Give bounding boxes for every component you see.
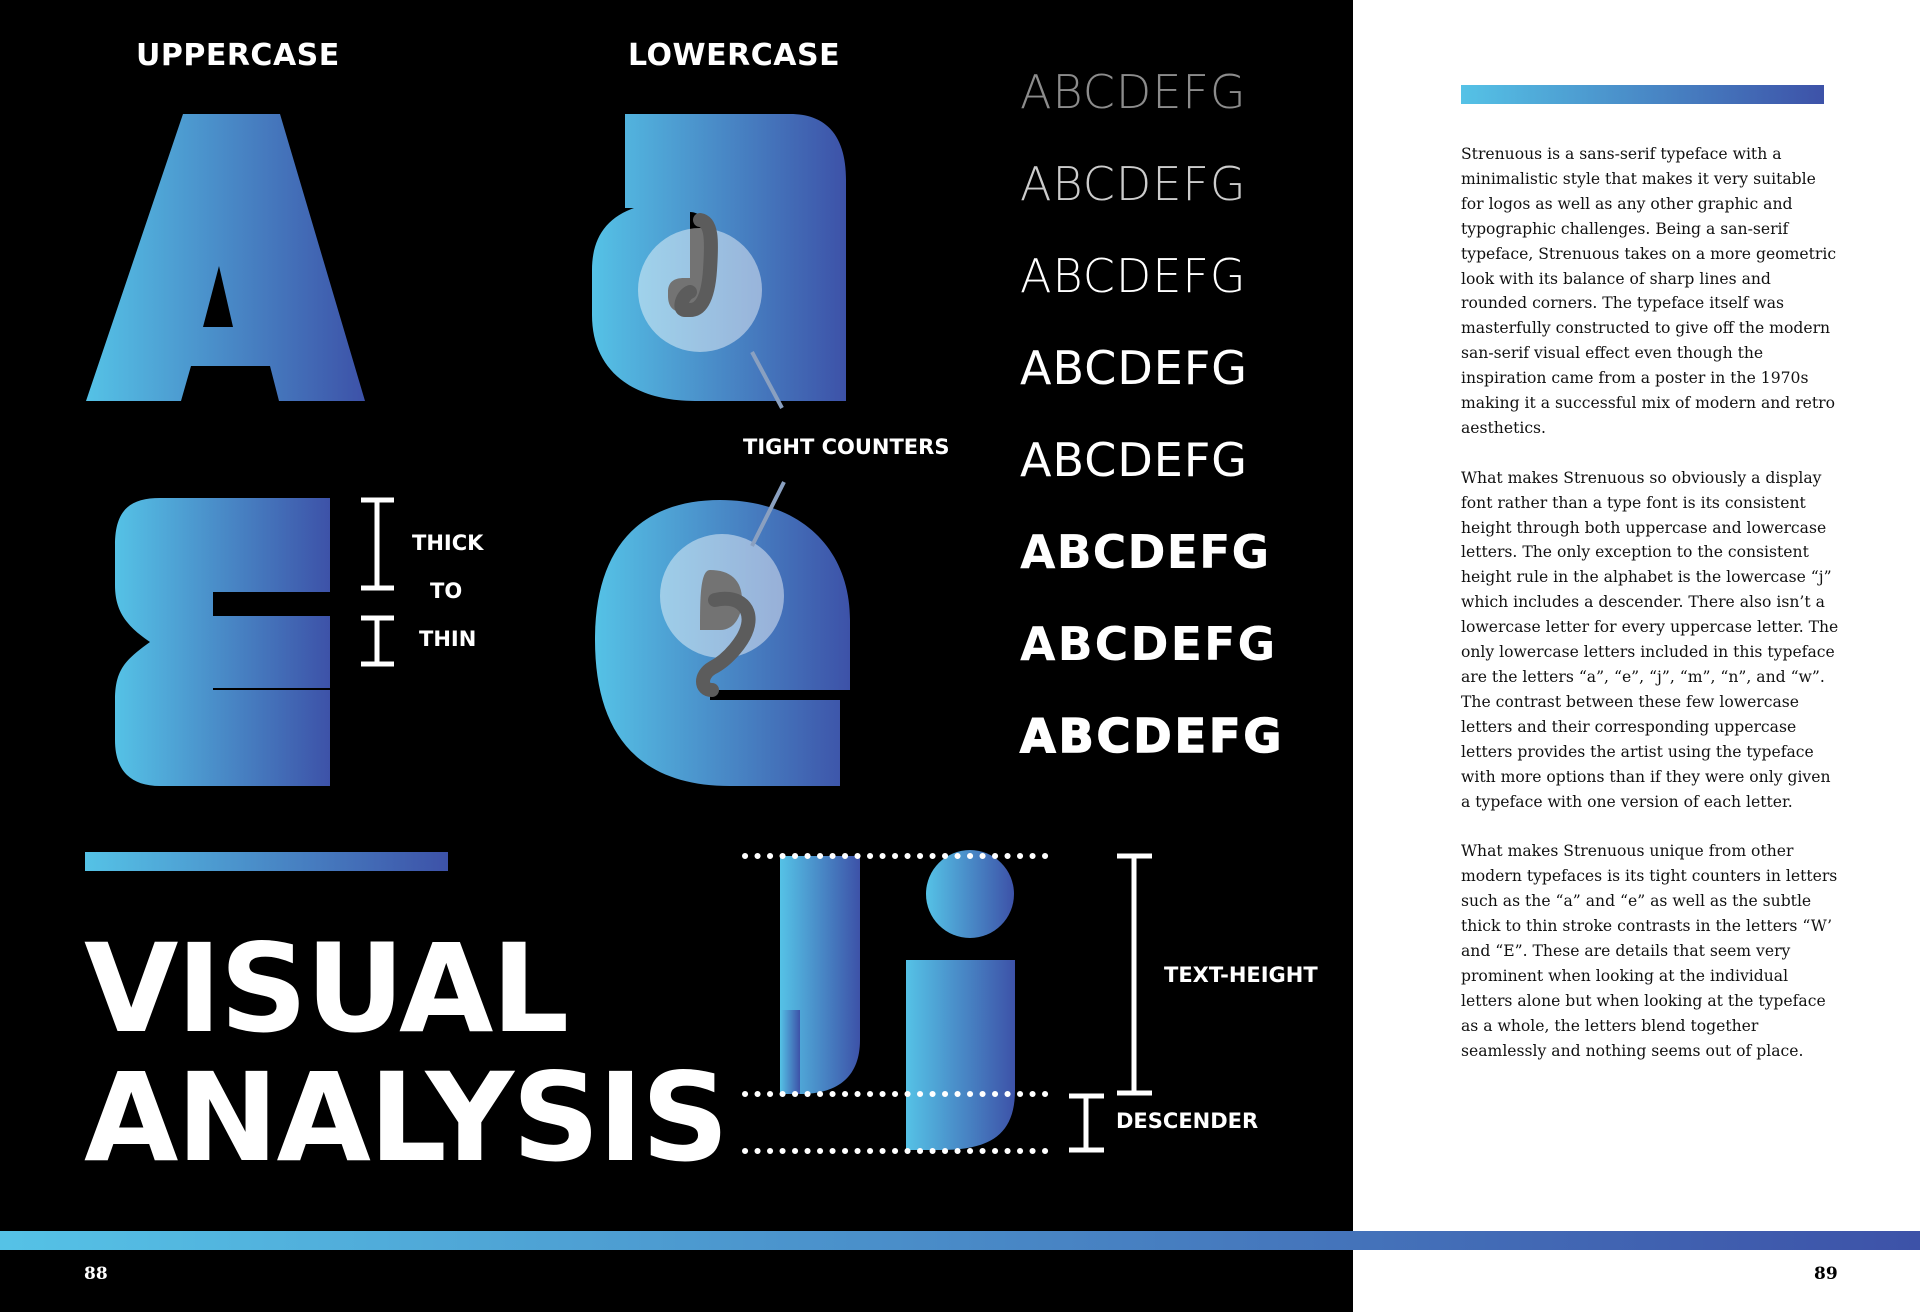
weight-samples [1020,64,1285,800]
weight-sample: ABCDEFG [1020,525,1271,579]
title-visual: VISUAL [84,918,568,1060]
weight-sample: ABCDEFG [1020,433,1248,487]
lowercase-heading: LOWERCASE [628,38,841,73]
glyph-lowercase-a [592,114,846,408]
glyph-j-pair [780,850,1015,1150]
glyph-uppercase-e [115,498,330,786]
weight-sample: ABCDEFG [1020,341,1248,395]
tight-counters-label: TIGHT COUNTERS [743,435,950,459]
paragraph: What makes Strenuous so obviously a display font rather than a type font is its consistent height through both uppercase and lowercase letters. The only exception to the consistent height rule in the alphabet is the lowercase “j” which includes a descender. There also isn’t a lowercase letter for every uppercase letter. The only lowercase letters included in this typeface are the letters “a”, “e”, “j”, “m”, “n”, and “w”. The contrast between these few lowercase letters and their corresponding uppercase letters provides the artist using the typeface with more options than if they were only given a typeface with one version of each letter. [1461,468,1839,811]
paragraph: What makes Strenuous unique from other modern typefaces is its tight counters in letters such as the “a” and “e” as well as the subtle thick to thin stroke contrasts in the letters “W’ and “E”. These are details that seem very prominent when looking at the individual letters alone but when looking at the typeface as a whole, the letters blend together seamlessly and nothing seems out of place. [1461,842,1838,1060]
paragraph: Strenuous is a sans-serif typeface with a minimalistic style that makes it very suitable for logos as well as any other graphic and typographic challenges. Being a san-serif typeface, Strenuous takes on a more geometric look with its balance of sharp lines and rounded corners. The typeface itself was masterfully constructed to give off the modern san-serif visual effect even though the inspiration came from a poster in the 1970s making it a successful mix of modern and retro aesthetics. [1461,145,1837,437]
stroke-contrast-brackets [361,500,394,664]
text-height-label: TEXT-HEIGHT [1164,963,1318,987]
weight-sample: ABCDEFG [1020,709,1285,763]
weight-sample: ABCDEFG [1020,617,1278,671]
height-brackets [1069,856,1152,1150]
thick-label: THICK [412,531,484,555]
bottom-accent-bar [0,1231,1920,1250]
right-accent-bar [1461,85,1824,104]
thin-label: THIN [419,627,477,651]
uppercase-heading: UPPERCASE [136,38,340,73]
glyph-uppercase-a [86,114,365,401]
weight-sample: ABCDEFG [1020,249,1247,303]
right-page-number: 89 [1814,1264,1838,1284]
body-text [1461,142,1839,1088]
weight-sample: ABCDEFG [1020,157,1247,211]
left-page-number: 88 [84,1264,108,1284]
glyph-lowercase-e [595,482,850,786]
title-analysis: ANALYSIS [84,1047,728,1189]
weight-sample: ABCDEFG [1020,65,1247,119]
to-label: TO [430,579,463,603]
descender-label: DESCENDER [1116,1109,1259,1133]
title-accent-bar [85,852,448,871]
